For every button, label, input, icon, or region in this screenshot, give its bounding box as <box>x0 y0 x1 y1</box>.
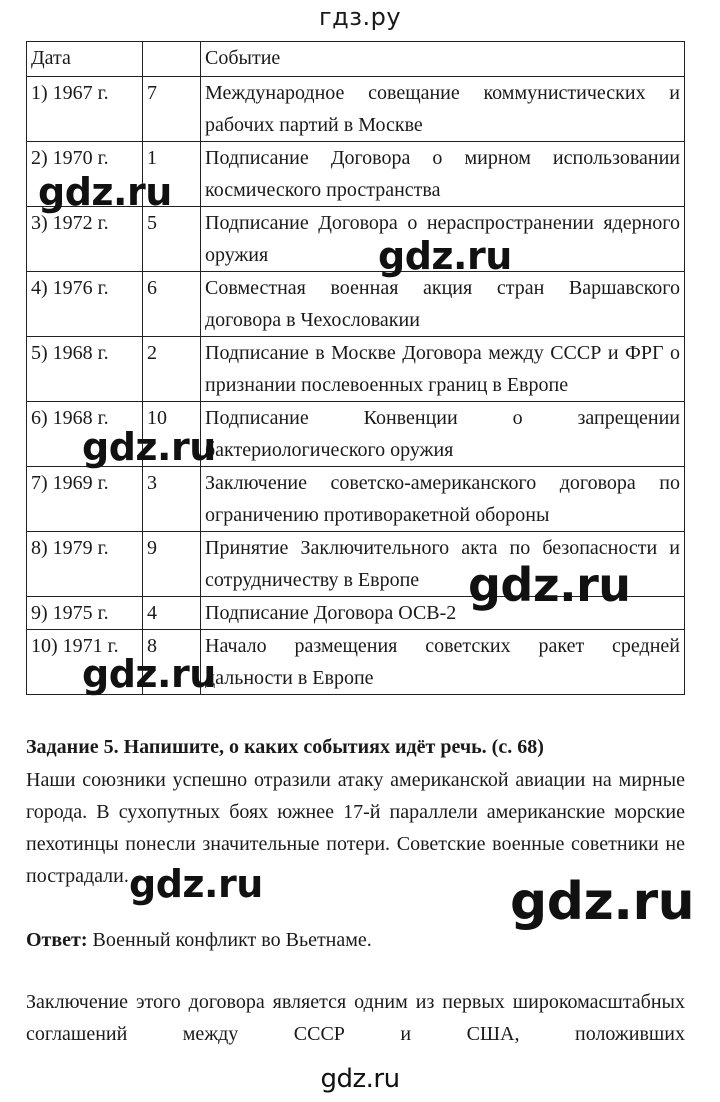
date-cell: 1) 1967 г. <box>27 77 143 142</box>
number-cell: 2 <box>143 337 201 402</box>
table-row <box>27 337 685 402</box>
watermark: gdz.ru <box>129 862 263 906</box>
number-cell: 5 <box>143 207 201 272</box>
watermark: gdz.ru <box>82 425 216 469</box>
table-header-row <box>27 42 685 77</box>
number-cell: 10 <box>143 402 201 467</box>
event-cell: Подписание в Москве Договора между СССР и ФРГ о признании послевоенных границ в Европе <box>201 337 685 402</box>
event-cell: Подписание Конвенции о запрещении бактериологического оружия <box>201 402 685 467</box>
number-cell: 6 <box>143 272 201 337</box>
event-cell: Начало размещения советских ракет средней дальности в Европе <box>201 630 685 695</box>
footer-watermark: gdz.ru <box>320 1064 400 1094</box>
number-cell: 9 <box>143 532 201 597</box>
watermark: gdz.ru <box>468 558 631 612</box>
header-date: Дата <box>27 42 143 77</box>
number-cell: 7 <box>143 77 201 142</box>
date-cell: 4) 1976 г. <box>27 272 143 337</box>
number-cell: 8 <box>143 630 201 695</box>
date-cell: 8) 1979 г. <box>27 532 143 597</box>
task-text-continued: Заключение этого договора является одним из первых широкомасштабных соглашений между СССР и США, положивших <box>26 991 685 1045</box>
number-cell: 3 <box>143 467 201 532</box>
date-cell: 7) 1969 г. <box>27 467 143 532</box>
date-cell: 3) 1972 г. <box>27 207 143 272</box>
event-cell: Международное совещание коммунистических и рабочих партий в Москве <box>201 77 685 142</box>
header-number <box>143 42 201 77</box>
table-row <box>27 207 685 272</box>
date-cell: 9) 1975 г. <box>27 597 143 630</box>
answer-label: Ответ: <box>26 929 88 951</box>
watermark: gdz.ru <box>82 652 216 696</box>
event-cell: Принятие Заключительного акта по безопасности и сотрудничеству в Европе <box>201 532 685 597</box>
date-cell: 10) 1971 г. <box>27 630 143 695</box>
answer-text: Военный конфликт во Вьетнаме. <box>87 929 372 951</box>
watermark: gdz.ru <box>510 872 695 932</box>
event-cell: Совместная военная акция стран Варшавского договора в Чехословакии <box>201 272 685 337</box>
watermark: gdz.ru <box>38 170 172 214</box>
date-cell: 2) 1970 г. <box>27 142 143 207</box>
table-row <box>27 467 685 532</box>
number-cell: 4 <box>143 597 201 630</box>
date-cell: 5) 1968 г. <box>27 337 143 402</box>
watermark: gdz.ru <box>378 234 512 278</box>
table-row <box>27 272 685 337</box>
site-header: гдз.ру <box>318 3 402 31</box>
event-cell: Подписание Договора о нераспространении ядерного оружия <box>201 207 685 272</box>
event-cell: Подписание Договора о мирном использовании космического пространства <box>201 142 685 207</box>
event-cell: Заключение советско-американского договора по ограничению противоракетной обороны <box>201 467 685 532</box>
event-cell: Подписание Договора ОСВ-2 <box>201 597 685 630</box>
task-text: Наши союзники успешно отразили атаку американской авиации на мирные города. В сухопутных боях южнее 17-й параллели американские морские пехотинцы понесли значительные потери. Советские военные советники не пострадали. <box>26 769 685 887</box>
header-event: Событие <box>201 42 685 77</box>
number-cell: 1 <box>143 142 201 207</box>
table-row <box>27 77 685 142</box>
date-cell: 6) 1968 г. <box>27 402 143 467</box>
task-title: Задание 5. Напишите, о каких событиях идёт речь. (с. 68) <box>26 736 544 758</box>
